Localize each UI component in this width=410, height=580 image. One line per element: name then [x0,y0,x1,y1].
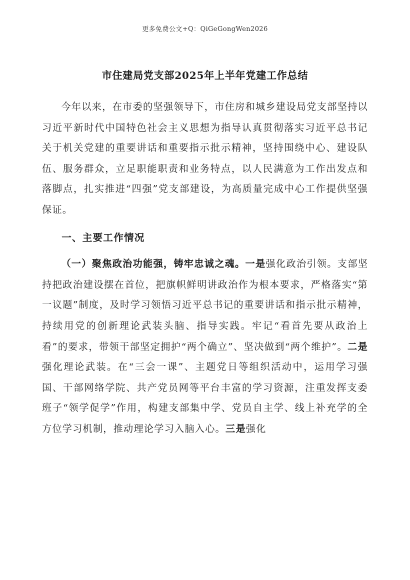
header-note: 更多免费公文+Q：QiGeGongWen2026 [142,25,268,33]
subsection-heading-1: （一）聚焦政治功能强，铸牢忠诚之魂。 [61,259,246,271]
point-label-2: 二是 [347,341,368,353]
section-heading-1: 一、主要工作情况 [61,232,145,244]
point-text-3: 强化 [245,423,267,435]
point-label-1: 一是 [245,259,266,271]
document-title: 市住建局党支部2025年上半年党建工作总结 [101,71,309,82]
intro-paragraph: 今年以来，在市委的坚强领导下，市住房和城乡建设局党支部坚持以习近平新时代中国特色社会主义思想为指导认真贯彻落实习近平总书记关于机关党建的重要讲话和重要指示批示精神，坚持围绕中心、建设队伍、服务群众，立足职能职责和业务特点，以人民满意为工作出发点和落脚点，扎实推进“四强”党支部建设，为高质量完成中心工作提供坚强保证。 [42,102,368,216]
section-1-paragraph [42,255,368,440]
point-label-3: 三是 [225,423,246,435]
point-text-1: 强化政治引领。支部坚持把政治建设摆在首位，把旗帜鲜明讲政治作为根本要求，严格落实“第一议题”制度，及时学习领悟习近平总书记的重要讲话和指示批示精神，持续用党的创新理论武装头脑、指导实践。牢记“看首先要从政治上看”的要求，带领干部坚定拥护“两个确立”、坚决做到“两个维护”。 [42,259,369,353]
point-text-2: 强化理论武装。在“三会一课”、主题党日等组织活动中，运用学习强国、干部网络学院、共产党员网等平台丰富的学习资源，注重发挥支委班子“领学促学”作用，构建支部集中学、党员自主学、线上补充学的全方位学习机制，推动理论学习入脑入心。 [42,362,368,435]
